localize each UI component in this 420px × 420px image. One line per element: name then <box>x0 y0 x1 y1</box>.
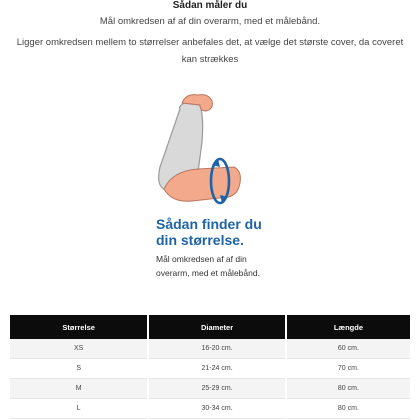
figure-subtitle: Mål omkredsen af af din overarm, med et målebånd. <box>156 254 260 278</box>
cell-diameter: 30-34 cm. <box>149 399 285 419</box>
cell-length: 80 cm. <box>287 399 410 419</box>
cell-size: L <box>10 399 147 419</box>
figure-title: Sådan finder du din størrelse. <box>156 216 262 248</box>
header-size: Størrelse <box>10 315 147 339</box>
cell-size: XS <box>10 339 147 359</box>
instructions-line-2: Ligger omkredsen mellem to størrelser anbefales det, at vælge det største cover, da coveret kan strækkes <box>16 37 404 65</box>
instructions-heading: Sådan måler du <box>172 0 248 11</box>
table-row <box>10 359 410 379</box>
table-row <box>10 379 410 399</box>
cell-diameter: 25-29 cm. <box>149 379 285 399</box>
cell-length: 70 cm. <box>287 359 410 379</box>
cell-size: S <box>10 359 147 379</box>
table-header-row <box>10 315 410 339</box>
header-diameter: Diameter <box>149 315 285 339</box>
cell-diameter: 16-20 cm. <box>149 339 285 359</box>
arm-illustration <box>142 87 280 212</box>
cell-length: 80 cm. <box>287 379 410 399</box>
table-row <box>10 339 410 359</box>
size-table <box>8 315 412 419</box>
measurement-figure <box>142 87 280 283</box>
cell-diameter: 21-24 cm. <box>149 359 285 379</box>
cell-size: M <box>10 379 147 399</box>
header-length: Længde <box>287 315 410 339</box>
cell-length: 60 cm. <box>287 339 410 359</box>
instructions-line-1: Mål omkredsen af af din overarm, med et målebånd. <box>99 16 321 27</box>
table-row <box>10 399 410 419</box>
